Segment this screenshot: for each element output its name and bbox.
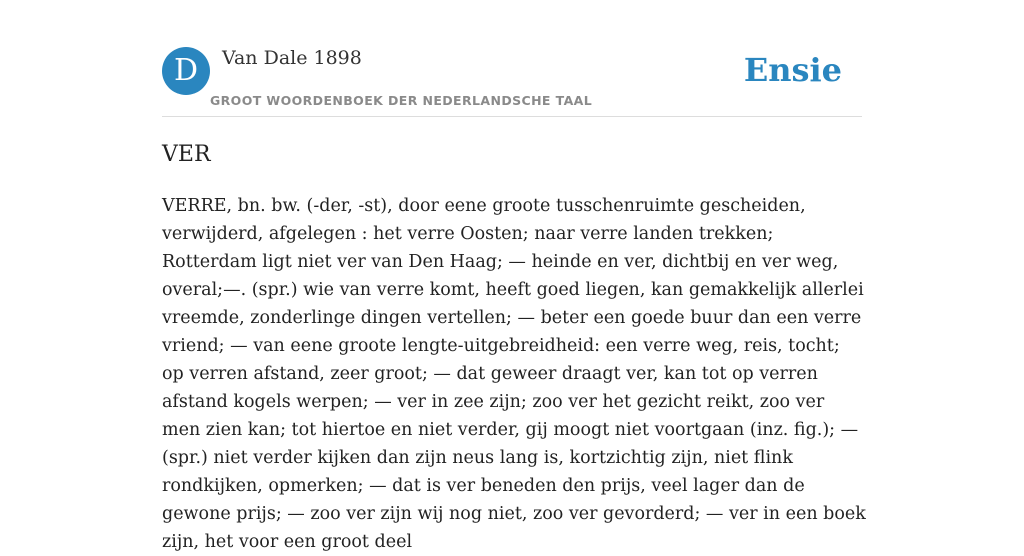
ensie-logo[interactable]: Ensie bbox=[743, 51, 842, 89]
dictionary-title[interactable]: Van Dale 1898 bbox=[222, 47, 362, 69]
entry-definition: VERRE, bn. bw. (-der, -st), door eene groote tusschenruimte gescheiden, verwijderd, afgelegen : het verre Oosten; naar verre landen trekken; Rotterdam ligt niet ver van Den Haag; — heinde en ver, dichtbij en ver weg, overal;—. (spr.) wie van verre komt, heeft goed liegen, kan gemakkelijk allerlei vreemde, zonderlinge dingen vertellen; — beter een goede buur dan een verre vriend; — van eene groote lengte-uitgebreidheid: een verre weg, reis, tocht; op verren afstand, zeer groot; — dat geweer draagt ver, kan tot op verren afstand kogels werpen; — ver in zee zijn; zoo ver het gezicht reikt, zoo ver men zien kan; tot hiertoe en niet verder, gij moogt niet voortgaan (inz. fig.); — (spr.) niet verder kijken dan zijn neus lang is, kortzichtig zijn, niet flink rondkijken, opmerken; — dat is ver beneden den prijs, veel lager dan de gewone prijs; — zoo ver zijn wij nog niet, zoo ver gevorderd; — ver in een boek zijn, het voor een groot deel bbox=[162, 196, 866, 552]
entry-headword: VER bbox=[162, 142, 211, 167]
dictionary-header bbox=[162, 46, 862, 117]
dictionary-subtitle: GROOT WOORDENBOEK DER NEDERLANDSCHE TAAL bbox=[210, 93, 593, 108]
dictionary-badge[interactable]: D bbox=[162, 47, 210, 95]
